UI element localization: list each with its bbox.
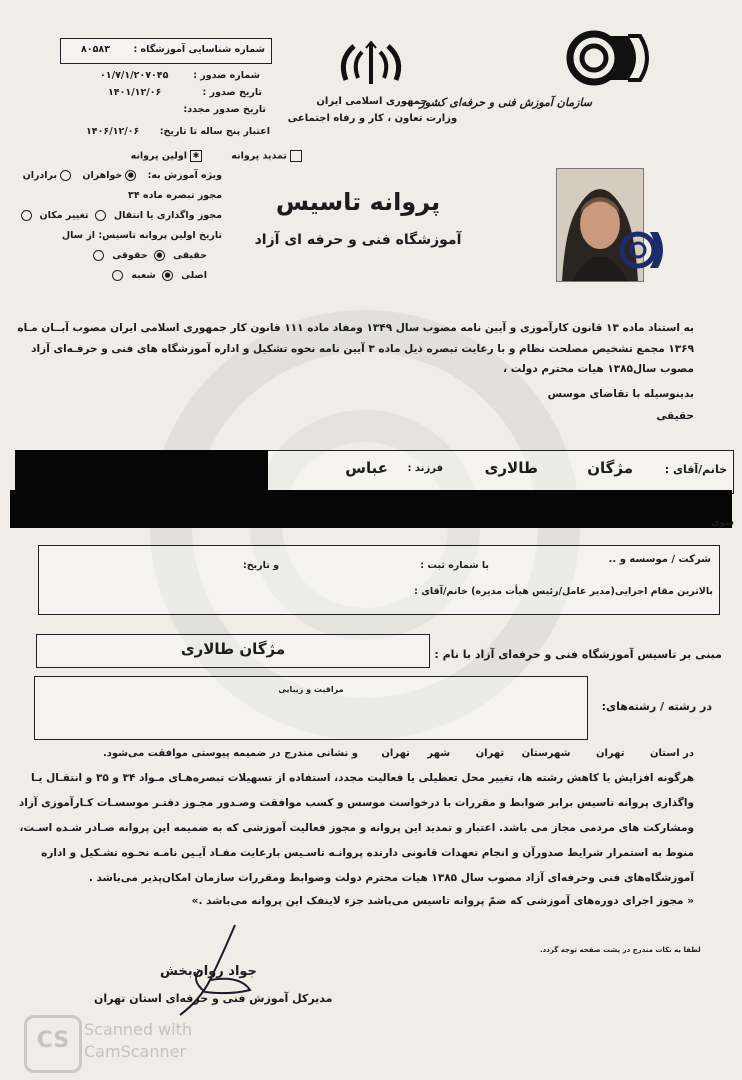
real-radio: ● <box>154 250 165 261</box>
relocate-radio <box>21 210 32 221</box>
condition-line: ومشارکت های مردمی مجاز می باشد. اعتبار و تمدید این پروانه و مجوز فعالیت آموزشی که به ضمیمه این پروانه صـادر شـده اسـت، <box>19 822 694 834</box>
camscanner-line1: Scanned with <box>84 1020 193 1039</box>
sisters-radio: ● <box>125 170 136 181</box>
body-line-3: مصوب سال۱۳۸۵ هیات محترم دولت ، <box>503 363 694 375</box>
company-label: شرکت / موسسه و .. <box>608 554 711 565</box>
signatory-name: جواد روان‌بخش <box>160 964 257 979</box>
special-for-row: ویژه آموزش به: ●خواهران برادران <box>22 170 222 181</box>
first-name: مژگان <box>587 459 633 477</box>
body-line-5: حقیقی <box>656 410 694 422</box>
camscanner-logo-icon: CS <box>24 1015 82 1073</box>
fragment-text: سوی <box>711 518 734 528</box>
condition-line: هرگونه افزایش یا کاهش رشته ها، تغییر محل تعطیلی یا فعالیت مجدد، استفاده از تسهیلات تبصره‌هـای مـواد ۳۴ و ۳۵ و انتقـال یـا <box>30 772 694 784</box>
renew-license-option: تمدید پروانه <box>231 150 302 162</box>
company-box <box>38 545 720 615</box>
back-page-note: لطفا به نکات مندرج در پشت صفحه توجه گردد. <box>540 946 701 954</box>
camscanner-line2: CamScanner <box>84 1042 187 1061</box>
child-of-label: فرزند : <box>407 463 443 474</box>
fields-box <box>34 676 588 740</box>
validity-label: اعتبار پنج ساله تا تاریخ: <box>159 126 270 137</box>
brothers-radio <box>60 170 71 181</box>
school-name-value: مژگان طالاری <box>180 640 286 658</box>
applicant-box <box>262 450 734 494</box>
school-name-label: مبنی بر تاسیس آموزشگاه فنی و حرفه‌ای آزاد با نام : <box>434 648 722 661</box>
redaction-block <box>15 450 268 490</box>
org-name: سازمان آموزش فنی و حرفه‌ای کشور <box>419 96 592 109</box>
reg-no-label: با شماره ثبت : <box>420 560 489 571</box>
body-line-4: بدینوسیله با تقاضای موسس <box>547 388 694 400</box>
document-title: پروانه تاسیس <box>275 188 441 216</box>
redaction-block-wide <box>10 490 732 528</box>
reg-date-label: و تاریخ: <box>242 560 279 571</box>
photo-stamp-logo <box>618 226 666 274</box>
first-license-option: ✱اولین پروانه <box>131 150 202 162</box>
ceo-label: بالاترین مقام اجرایی(مدیر عامل/رئیس هیأت مدیره) خانم/آقای : <box>414 586 713 597</box>
school-id-box <box>60 38 272 64</box>
document-subtitle: آموزشگاه فنی و حرفه ای آزاد <box>254 232 462 248</box>
transfer-row: مجوز واگذاری یا انتقال تغییر مکان <box>18 210 222 221</box>
body-line-2: ۱۳۶۹ مجمع تشخیص مصلحت نظام و با رعایت تبصره ذیل ماده ۳ آیین نامه نحوه تشکیل و اداره آموزشگاه های فنی و حرفـه‌ای آزاد <box>31 343 694 355</box>
ministry-name: وزارت تعاون ، کار و رفاه اجتماعی <box>287 113 458 124</box>
title-label: خانم/آقای : <box>664 463 727 476</box>
real-legal-row: حقیقی● حقوقی <box>90 250 207 261</box>
father-name: عباس <box>345 459 388 477</box>
reissue-date-label: تاریخ صدور مجدد: <box>183 104 266 115</box>
location-line: در استان تهران شهرستان تهران شهر تهران و نشانی مندرج در ضمیمه پیوستی موافقت می‌شود. <box>102 748 694 759</box>
issue-date-value: ۱۴۰۱/۱۲/۰۶ <box>108 87 162 98</box>
republic-name: جمهوری اسلامی ایران <box>316 96 428 107</box>
license-note-bold: « مجوز اجرای دوره‌های آموزشی که ضمّ پروانه تاسیس می‌باشد جزء لاینفک این پروانه می‌باشد .» <box>191 895 694 907</box>
tvto-logo <box>566 28 650 88</box>
main-branch-row: اصلی● شعبه <box>109 270 207 281</box>
signatory-title: مدیرکل آموزش فنی و حرفه‌ای استان تهران <box>94 992 333 1005</box>
validity-value: ۱۴۰۶/۱۲/۰۶ <box>86 126 140 137</box>
last-name: طالاری <box>484 459 538 477</box>
renew-license-checkbox <box>290 150 302 162</box>
issue-no-value: ۰۱/۷/۱/۲۰۷۰۴۵ <box>100 70 169 81</box>
issue-no-label: شماره صدور : <box>193 70 260 81</box>
branch-radio <box>112 270 123 281</box>
school-id-value: ۸۰۵۸۳ <box>81 44 110 55</box>
issue-date-label: تاریخ صدور : <box>202 87 262 98</box>
iran-emblem <box>336 40 406 90</box>
condition-line: منوط به استمرار شرایط صدورآن و انجام تعهدات قانونی دارنده پروانـه تاسـیس بارعایت مفـاد آیـین نامـه نحـوه تشـکیل و اداره <box>41 847 694 859</box>
condition-line: آموزشگاه‌های فنی وحرفه‌ای آزاد مصوب سال ۱۳۸۵ هیات محترم دولت وضوابط ومقررات سازمان امکان‌پذیر می‌باشد . <box>88 872 694 884</box>
legal-radio <box>93 250 104 261</box>
first-license-checkbox: ✱ <box>190 150 202 162</box>
transfer-radio <box>95 210 106 221</box>
body-line-1: به استناد ماده ۱۳ قانون کارآموزی و آیین نامه مصوب سال ۱۳۴۹ ومفاد ماده ۱۱۱ قانون کار جمهوری اسلامی ایران مصوب آبــان مـاه <box>17 322 694 334</box>
condition-line: واگذاری پروانه تاسیس برابر ضوابط و مقررات با درخواست موسس و کسب موافقت وصـدور مجـوز دفتـر موسسـات کـارآموزی آزاد <box>18 797 694 809</box>
first-date-label: تاریخ اولین پروانه تاسیس: از سال <box>61 230 222 241</box>
fields-label: در رشته / رشته‌های: <box>601 700 712 713</box>
fields-value: مراقبت و زیبایی <box>278 685 344 694</box>
school-id-label: شماره شناسایی آموزشگاه : <box>133 44 265 55</box>
school-name-box <box>36 634 430 668</box>
note34-label: مجوز تبصره ماده ۳۴ <box>128 190 222 201</box>
main-radio: ● <box>162 270 173 281</box>
